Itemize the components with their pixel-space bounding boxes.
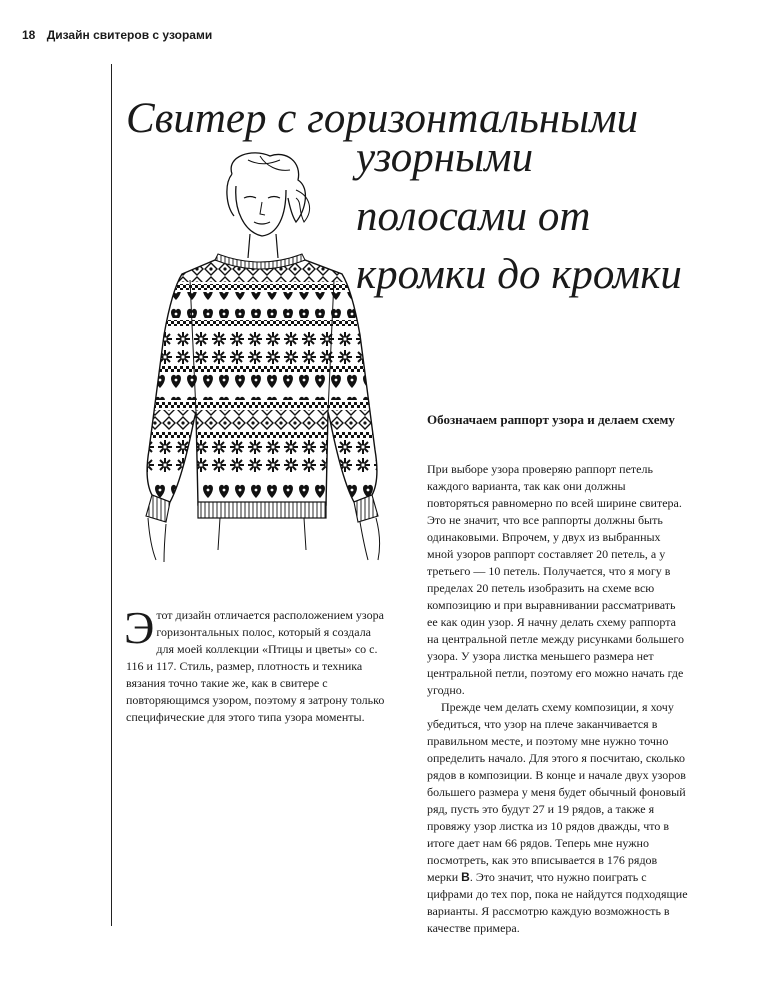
page-number: 18 [22, 28, 36, 42]
running-header [22, 28, 212, 42]
intro-text: тот дизайн отличается расположением узора горизонтальных полос, который я создала для моей коллекции «Птицы и цветы» со с. 116 и 117. Стиль, размер, плотность и техника вязания точно такие же, как в свитере с повторяющимся узором, поэтому я затрону только специфические для этого типа узора моменты. [126, 608, 385, 724]
page-title-line-4: кромки до кромки [356, 251, 682, 298]
body-paragraph-2-start: Прежде чем делать схему композиции, я хочу убедиться, что узор на плече заканчивается в правильном месте, и поэтому мне нужно точно определить начало. Для этого я посчитаю, сколько рядов в композиции. В конце и начале двух узоров большего размера у меня будет обычный фоновый ряд, пусть это будут 27 и 19 рядов, а также я провяжу узор листка из 10 рядов дважды, что в итоге дает нам 66 рядов. Теперь мне нужно посмотреть, как это вписывается в 176 рядов мерки [427, 700, 686, 884]
intro-paragraph [124, 602, 388, 726]
drop-cap: Э [124, 602, 155, 653]
page-title-line-1: Свитер с горизонтальными [126, 94, 639, 142]
body-paragraph-2-end: . Это значит, что нужно поиграть с цифрами до тех пор, пока не найдутся подходящие варианты. Я рассмотрю каждую возможность в качестве примера. [427, 870, 688, 935]
vertical-rule [111, 64, 112, 926]
page-title-line-3: полосами от [356, 193, 591, 240]
measurement-mark: B [461, 870, 470, 884]
body-paragraph-1: При выборе узора проверяю раппорт петель каждого варианта, так как они должны повторяться равномерно по всей ширине свитера. Это не значит, что все раппорты должны быть одинаковыми. Впрочем, у двух из выбранных мной узоров раппорт составляет 20 петель, а у третьего — 10 петель. Получается, что я могу в пределах 20 петель изобразить на схеме всю композицию и при выравнивании рассматривать ее как один узор. Я начну делать схему раппорта на центральной петле между рисунками большего узора. У узора листка меньшего размера нет центральной петли, поэтому его можно начать где угодно. [427, 462, 684, 697]
sweater-illustration [120, 150, 405, 570]
body-paragraph-2 [427, 699, 689, 937]
section-heading: Обозначаем раппорт узора и делаем схему [427, 412, 675, 427]
section-title: Дизайн свитеров с узорами [46, 28, 213, 42]
page-title-line-2: узорными [356, 134, 534, 181]
section-body [427, 461, 689, 937]
